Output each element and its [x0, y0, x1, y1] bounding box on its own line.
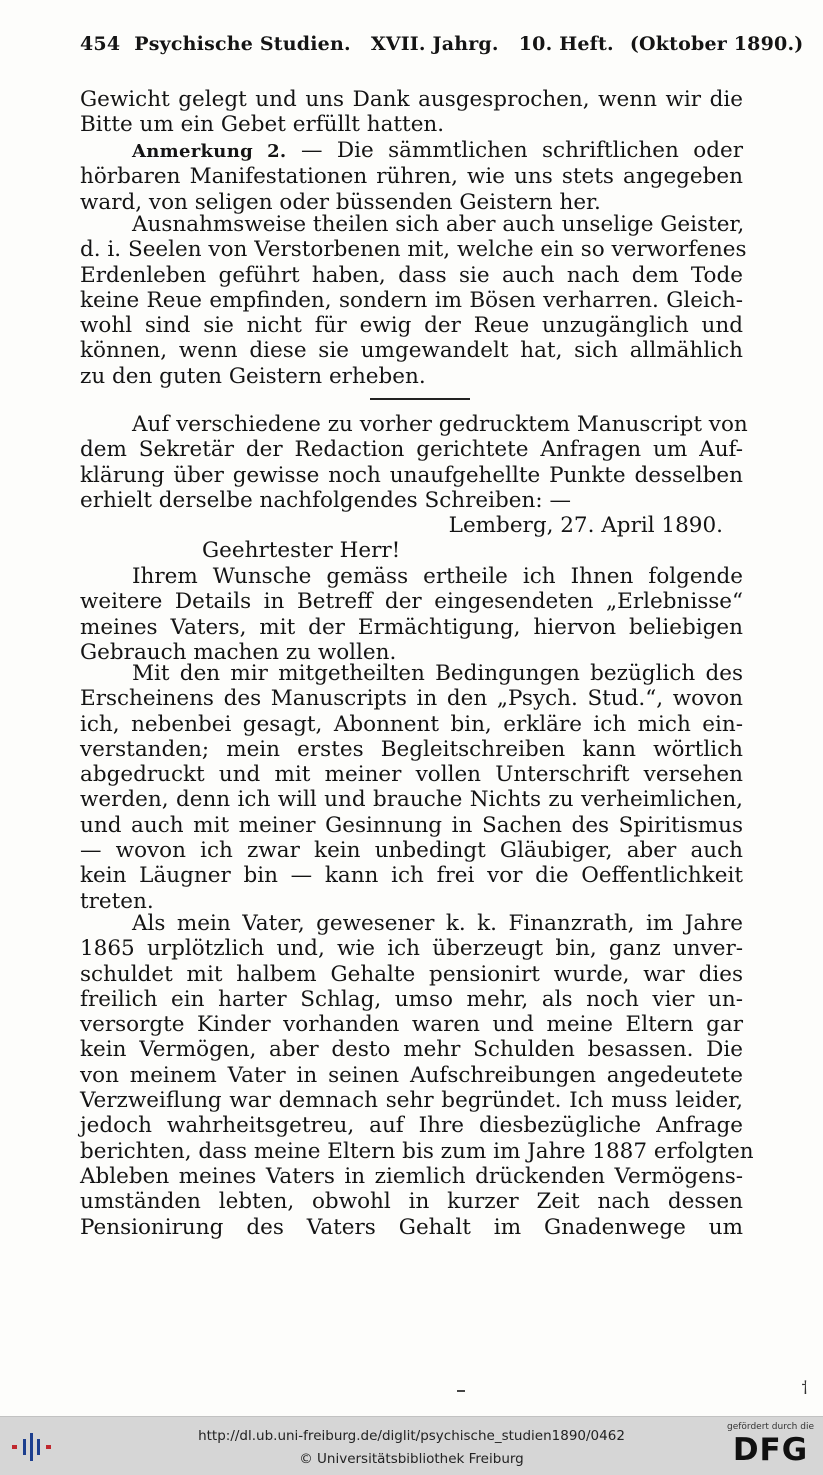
text-line: Bitte um ein Gebet erfüllt hatten. [80, 112, 445, 138]
section-divider [370, 398, 470, 400]
text-line: 1865 urplötzlich und, wie ich überzeugt bin, ganz unver- [80, 936, 743, 962]
dfg-logo-text: DFG [732, 1432, 809, 1468]
text-line: ich, nebenbei gesagt, Abonnent bin, erkläre ich mich ein- [80, 711, 743, 737]
text-line: werden, denn ich will und brauche Nichts zu verheimlichen, [80, 787, 743, 813]
text-line: schuldet mit halbem Gehalte pensionirt wurde, war dies [80, 961, 743, 987]
issue-date: (Oktober 1890.) [629, 33, 804, 55]
text-line: Erdenleben geführt haben, dass sie auch nach dem Tode [80, 262, 743, 288]
text-line: können, wenn diese sie umgewandelt hat, sich allmählich [80, 338, 743, 364]
page-mark-dash [457, 1390, 465, 1392]
text-line: Als mein Vater, gewesener k. k. Finanzrath, im Jahre [132, 911, 743, 936]
text-line: weitere Details in Betreff der eingesendeten „Erlebnisse“ [80, 589, 743, 615]
text-line: d. i. Seelen von Verstorbenen mit, welche ein so verworfenes [80, 237, 747, 263]
text-line: zu den guten Geistern erheben. [80, 363, 426, 389]
page-number: 454 [80, 33, 121, 55]
paragraph-continuation [80, 87, 743, 138]
copyright: © Universitätsbibliothek Freiburg [299, 1451, 524, 1467]
paragraph [80, 911, 754, 1240]
paragraph [80, 564, 743, 665]
text-line: jedoch wahrheitsgetreu, auf Ihre diesbezügliche Anfrage [80, 1113, 743, 1139]
text-line: Auf verschiedene zu vorher gedrucktem Manuscript von [132, 412, 748, 437]
text-line: Ihrem Wunsche gemäss ertheile ich Ihnen folgende [132, 564, 743, 589]
paragraph [80, 212, 747, 389]
volume: XVII. Jahrg. [370, 33, 499, 55]
paragraph [80, 412, 748, 513]
text-line: meines Vaters, mit der Ermächtigung, hiervon beliebigen [80, 614, 743, 640]
text-line: Ableben meines Vaters in ziemlich drückenden Vermögens- [80, 1163, 743, 1189]
running-header [80, 33, 804, 55]
dfg-funding-note: gefördert durch die [727, 1422, 814, 1432]
text-line: von meinem Vater in seinen Aufschreibungen angedeutete [80, 1062, 743, 1088]
text-line: umständen lebten, obwohl in kurzer Zeit nach dessen [80, 1189, 743, 1215]
text-line: freilich ein harter Schlag, umso mehr, als noch vier un- [80, 986, 743, 1012]
text-line: Pensionirung des Vaters Gehalt im Gnadenwege um [80, 1214, 743, 1240]
paragraph [80, 661, 743, 914]
issue: 10. Heft. [518, 33, 614, 55]
text-line: dem Sekretär der Redaction gerichtete Anfragen um Auf- [80, 437, 743, 463]
note-label: Anmerkung 2. [132, 141, 287, 162]
page-mark: ⸶ [801, 1378, 809, 1399]
text-line: keine Reue empfinden, sondern im Bösen verharren. Gleich- [80, 287, 743, 313]
text-line: wohl sind sie nicht für ewig der Reue unzugänglich und [80, 313, 743, 339]
letter-heading [80, 513, 743, 564]
letter-place-date: Lemberg, 27. April 1890. [448, 513, 723, 538]
dfg-logo-icon[interactable] [723, 1422, 818, 1472]
text-line: kein Läugner bin — kann ich frei vor die Oeffentlichkeit [80, 863, 743, 889]
text-line: abgedruckt und mit meiner vollen Unterschrift versehen [80, 762, 743, 788]
text-line: versorgte Kinder vorhanden waren und meine Eltern gar [80, 1012, 743, 1038]
text-line: Erscheinens des Manuscripts in den „Psych. Stud.“, wovon [80, 686, 743, 712]
text-line: Anmerkung 2. — Die sämmtlichen schriftlichen oder [132, 138, 743, 163]
text-line: treten. [80, 888, 154, 914]
viewer-footer [0, 1416, 823, 1475]
text-line: berichten, dass meine Eltern bis zum im Jahre 1887 erfolgten [80, 1138, 754, 1164]
text-line: erhielt derselbe nachfolgendes Schreiben: — [80, 487, 571, 513]
text-line: — wovon ich zwar kein unbedingt Gläubiger, aber auch [80, 838, 743, 864]
text-line: klärung über gewisse noch unaufgehellte Punkte desselben [80, 462, 743, 488]
text-line: Ausnahmsweise theilen sich aber auch unselige Geister, [132, 212, 745, 237]
note-paragraph [80, 138, 743, 215]
text-line: Gebrauch machen zu wollen. [80, 639, 397, 665]
text-line: verstanden; mein erstes Begleitschreiben kann wörtlich [80, 736, 743, 762]
text-line: Mit den mir mitgetheilten Bedingungen bezüglich des [132, 661, 743, 686]
letter-salutation: Geehrtester Herr! [202, 538, 401, 564]
permalink-url[interactable]: http://dl.ub.uni-freiburg.de/diglit/psychische_studien1890/0462 [198, 1428, 625, 1444]
text-line: Gewicht gelegt und uns Dank ausgesprochen, wenn wir die [80, 87, 743, 112]
journal-title: Psychische Studien. [134, 33, 351, 55]
text-line: hörbaren Manifestationen rühren, wie uns stets angegeben [80, 164, 743, 190]
text-line: und auch mit meiner Gesinnung in Sachen des Spiritismus [80, 812, 743, 838]
text-line: ward, von seligen oder büssenden Geistern her. [80, 189, 601, 215]
text-line: kein Vermögen, aber desto mehr Schulden besassen. Die [80, 1037, 743, 1063]
text-line: Verzweiflung war demnach sehr begründet. Ich muss leider, [80, 1088, 743, 1114]
